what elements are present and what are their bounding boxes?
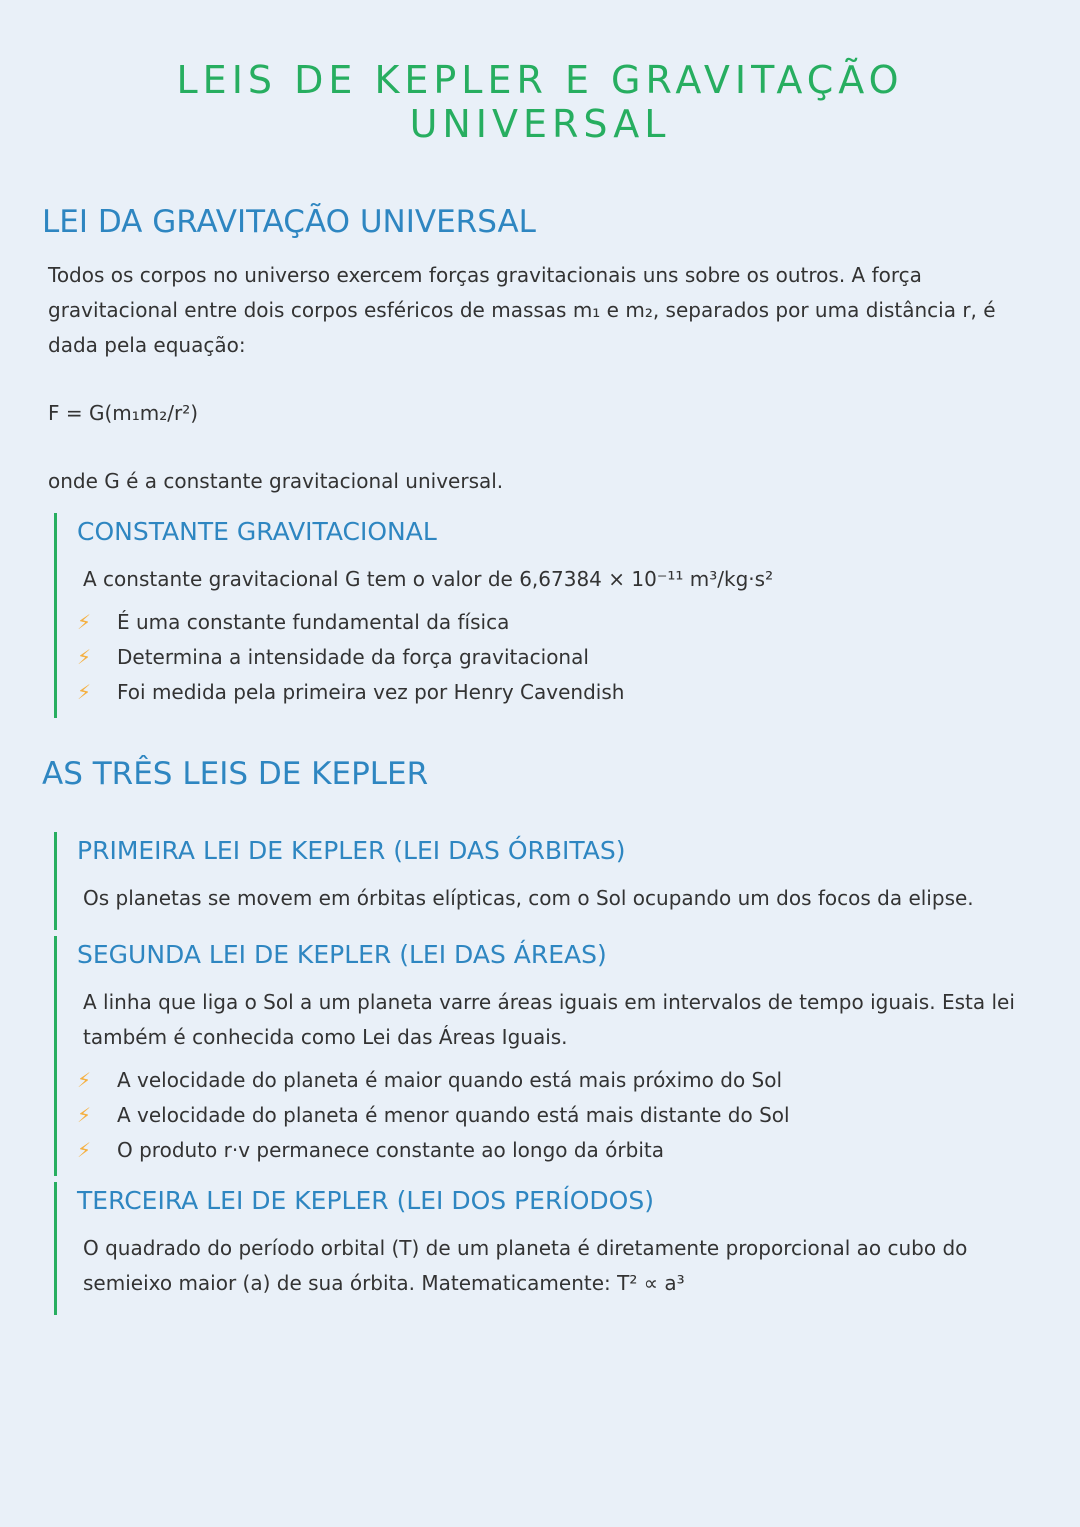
lightning-icon: ⚡ (77, 1103, 92, 1127)
constant-heading: CONSTANTE GRAVITACIONAL (77, 517, 437, 546)
list-item (77, 1063, 1038, 1098)
list-item (77, 605, 1038, 640)
second-law-box (54, 936, 1038, 1176)
lightning-icon: ⚡ (77, 1138, 92, 1162)
constant-box (54, 513, 1038, 718)
list-item-text: Foi medida pela primeira vez por Henry Cavendish (117, 680, 625, 704)
second-law-heading: SEGUNDA LEI DE KEPLER (LEI DAS ÁREAS) (77, 940, 607, 969)
section-heading-kepler: AS TRÊS LEIS DE KEPLER (42, 756, 429, 792)
second-law-text: A linha que liga o Sol a um planeta varre áreas iguais em intervalos de tempo iguais. Esta lei também é conhecida como Lei das Áreas Iguais. (83, 990, 1015, 1049)
list-item-text: O produto r·v permanece constante ao longo da órbita (117, 1138, 664, 1162)
list-item-text: Determina a intensidade da força gravitacional (117, 645, 589, 669)
list-item (77, 675, 1038, 710)
section-heading-gravitation: LEI DA GRAVITAÇÃO UNIVERSAL (42, 204, 536, 240)
lightning-icon: ⚡ (77, 645, 92, 669)
third-law-box (54, 1182, 1038, 1315)
lightning-icon: ⚡ (77, 1068, 92, 1092)
third-law-heading: TERCEIRA LEI DE KEPLER (LEI DOS PERÍODOS) (77, 1186, 654, 1215)
list-item (77, 1133, 1038, 1168)
list-item-text: A velocidade do planeta é maior quando está mais próximo do Sol (117, 1068, 783, 1092)
list-item-text: A velocidade do planeta é menor quando está mais distante do Sol (117, 1103, 790, 1127)
page-title: LEIS DE KEPLER E GRAVITAÇÃO UNIVERSAL (176, 58, 904, 146)
equation: F = G(m₁m₂/r²) (48, 401, 199, 425)
equation-note: onde G é a constante gravitacional universal. (48, 469, 504, 493)
lightning-icon: ⚡ (77, 610, 92, 634)
first-law-box (54, 832, 1038, 930)
list-item (77, 1098, 1038, 1133)
constant-text: A constante gravitacional G tem o valor de 6,67384 × 10⁻¹¹ m³/kg·s² (83, 567, 774, 591)
list-item (77, 640, 1038, 675)
third-law-text: O quadrado do período orbital (T) de um planeta é diretamente proporcional ao cubo do semieixo maior (a) de sua órbita. Matematicamente: T² ∝ a³ (83, 1236, 968, 1295)
first-law-heading: PRIMEIRA LEI DE KEPLER (LEI DAS ÓRBITAS) (77, 836, 626, 865)
constant-bullets (77, 605, 1038, 710)
first-law-text: Os planetas se movem em órbitas elípticas, com o Sol ocupando um dos focos da elipse. (83, 886, 974, 910)
second-law-bullets (77, 1063, 1038, 1168)
list-item-text: É uma constante fundamental da física (117, 610, 510, 634)
lightning-icon: ⚡ (77, 680, 92, 704)
intro-paragraph: Todos os corpos no universo exercem forças gravitacionais uns sobre os outros. A força gravitacional entre dois corpos esféricos de massas m₁ e m₂, separados por uma distância r, é dada pela equação: (48, 263, 996, 357)
